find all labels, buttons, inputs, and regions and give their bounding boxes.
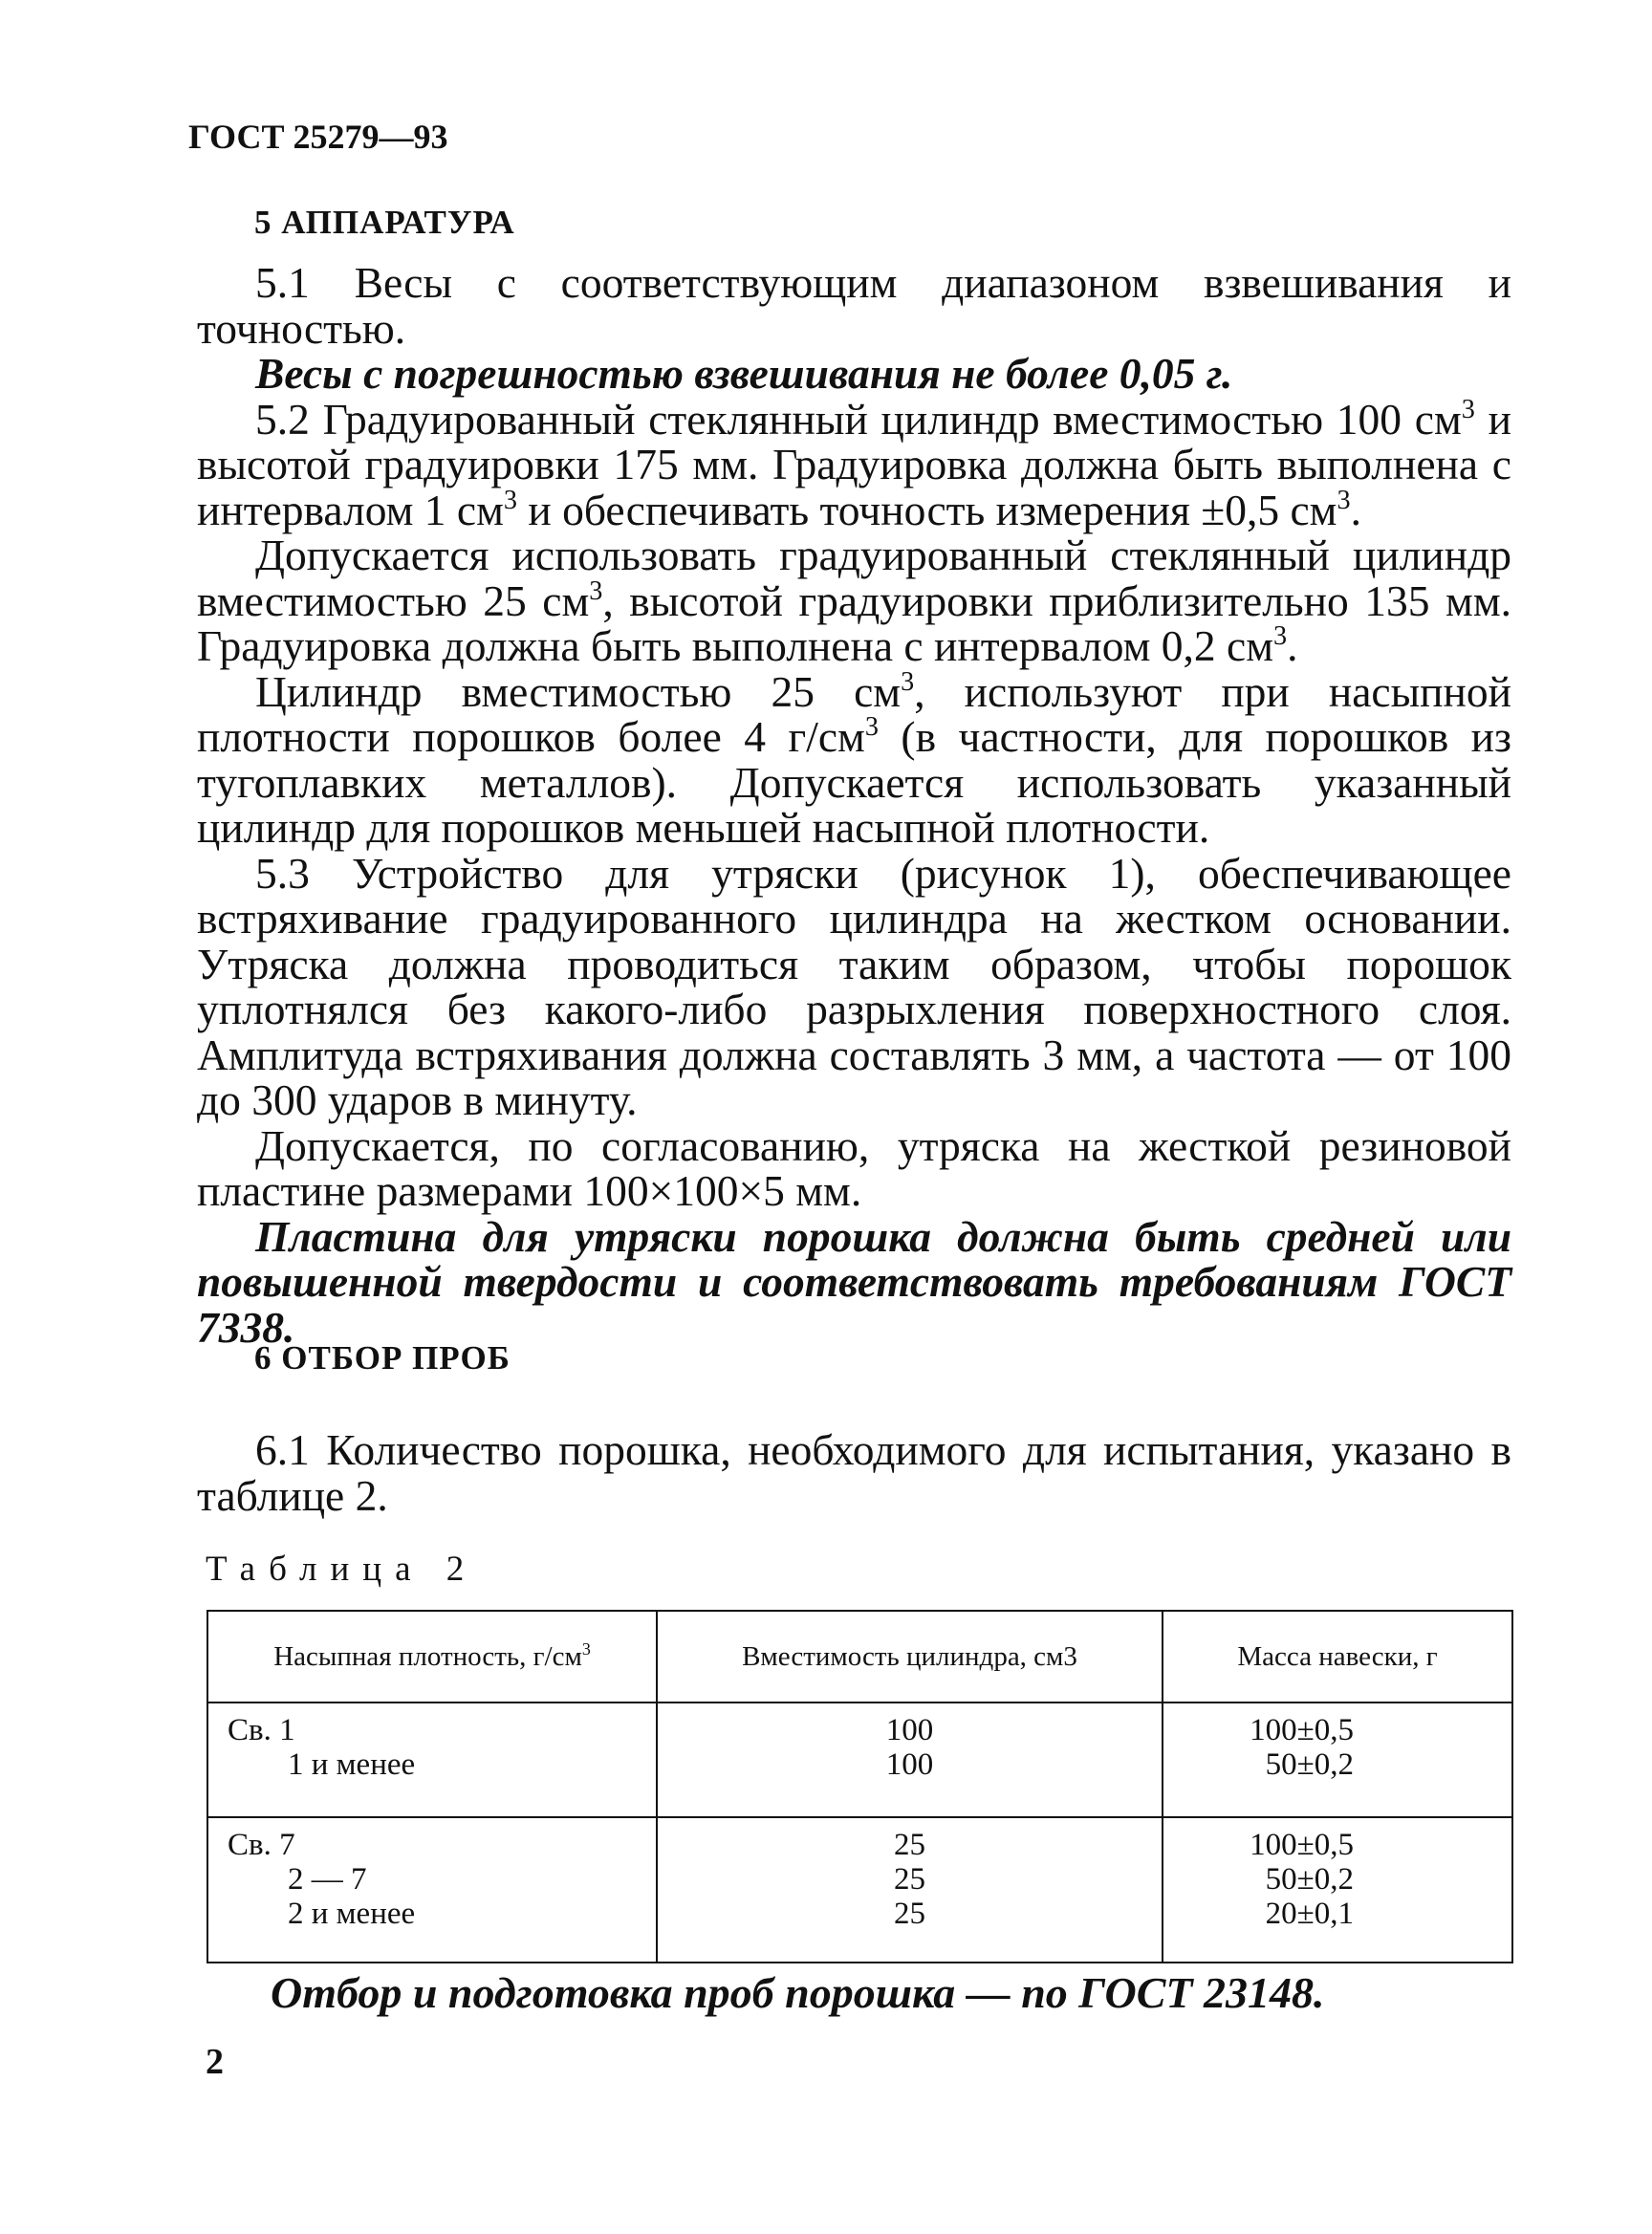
footnote-sampling: Отбор и подготовка проб порошка — по ГОСТ 23148.: [271, 1968, 1325, 2017]
volume-cell: [657, 1817, 1163, 1963]
density-value: Св. 7: [228, 1828, 295, 1862]
density-value: 2 — 7: [288, 1862, 367, 1897]
mass-value: 50±0,2: [1265, 1747, 1354, 1782]
density-value: Св. 1: [228, 1713, 295, 1747]
table-row-group-1: [207, 1703, 1512, 1817]
mass-value: 100±0,5: [1250, 1828, 1354, 1862]
volume-value: 25: [894, 1862, 925, 1897]
density-cell: [207, 1817, 657, 1963]
paragraph-5-2: 5.2 Градуированный стеклянный цилиндр вместимостью 100 $см^3$ и высотой градуировки 175 мм. Градуировка должна быть выполнена с интервалом 1 $см^3$ и обеспечивать точность измерения ±0,5 $см^3$.: [197, 394, 1511, 534]
paragraph-5-3: 5.3 Устройство для утряски (рисунок 1), обеспечивающее встряхивание градуированного цилиндра на жестком основании. Утряска должна проводиться таким образом, чтобы порошок уплотнялся без какого-либо разрыхления поверхностного слоя. Амплитуда встряхивания должна составлять 3 мм, а частота — от 100 до 300 ударов в минуту.: [197, 848, 1511, 1124]
volume-cell: [657, 1703, 1163, 1817]
mass-value: 20±0,1: [1265, 1897, 1354, 1931]
table-row-group-2: [207, 1817, 1512, 1963]
density-cell: [207, 1703, 657, 1817]
section-5-body: [197, 260, 1511, 1350]
table-header-row: [207, 1611, 1512, 1703]
mass-cell: [1163, 1817, 1512, 1963]
table-caption: Таблица 2: [206, 1550, 478, 1589]
section-5-title: 5 АППАРАТУРА: [254, 204, 515, 241]
paragraph-5-3-italic: Пластина для утряски порошка должна быть средней или повышенной твердости и соответствовать требованиям ГОСТ 7338.: [197, 1211, 1511, 1352]
paragraph-5-1: 5.1 Весы с соответствующим диапазоном взвешивания и точностью.: [197, 258, 1511, 353]
section-6-body: [197, 1427, 1511, 1518]
volume-value: 25: [894, 1897, 925, 1931]
header-density: Насыпная плотность, $г/см^3$: [207, 1611, 657, 1703]
page-number: 2: [206, 2042, 224, 2082]
volume-value: 25: [894, 1828, 925, 1862]
document-header: ГОСТ 25279—93: [188, 118, 448, 156]
density-value: 2 и менее: [288, 1897, 416, 1931]
paragraph-5-2-cylinder: Цилиндр вместимостью 25 $см^3$, используют при насыпной плотности порошков более 4 $г/см^3$ (в частности, для порошков из тугоплавких металлов). Допускается использовать указанный цилиндр для порошков меньшей насыпной плотности.: [197, 666, 1511, 852]
paragraph-5-1-italic: Весы с погрешностью взвешивания не более 0,05 г.: [255, 349, 1233, 398]
header-volume: Вместимость цилиндра, см3: [657, 1611, 1163, 1703]
mass-value: 50±0,2: [1265, 1862, 1354, 1897]
mass-cell: [1163, 1703, 1512, 1817]
table-2: [206, 1610, 1513, 1963]
density-value: 1 и менее: [288, 1747, 416, 1782]
mass-value: 100±0,5: [1250, 1713, 1354, 1747]
paragraph-5-3-alt: Допускается, по согласованию, утряска на жесткой резиновой пластине размерами 100×100×5 мм.: [197, 1120, 1511, 1215]
header-mass: Масса навески, г: [1163, 1611, 1512, 1703]
volume-value: 100: [885, 1713, 934, 1747]
paragraph-6-1: 6.1 Количество порошка, необходимого для испытания, указано в таблице 2.: [197, 1425, 1511, 1520]
paragraph-5-2-alt: Допускается использовать градуированный стеклянный цилиндр вместимостью 25 $см^3$, высотой градуировки приблизительно 135 мм. Градуировка должна быть выполнена с интервалом 0,2 $см^3$.: [197, 531, 1511, 670]
volume-value: 100: [885, 1747, 934, 1782]
section-6-title: 6 ОТБОР ПРОБ: [254, 1339, 511, 1377]
